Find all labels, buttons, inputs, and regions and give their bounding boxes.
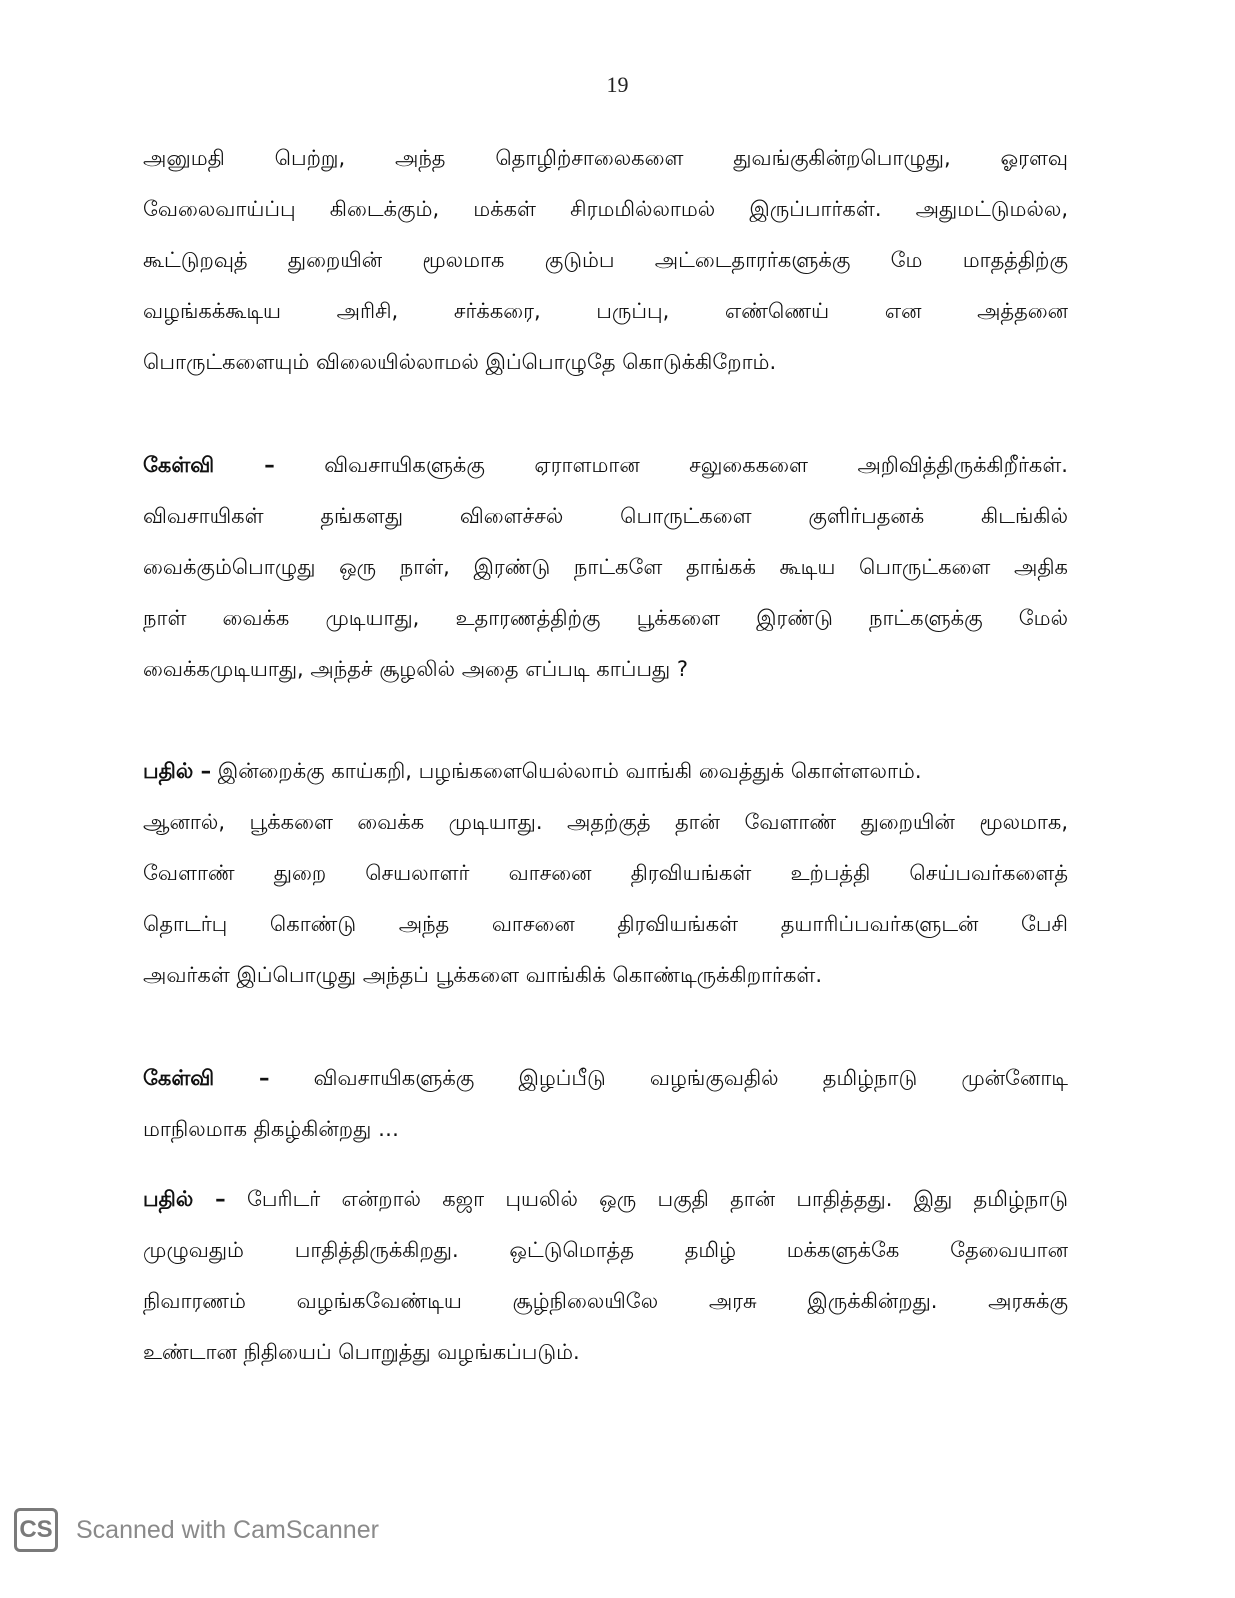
answer-label: பதில் –	[143, 1187, 226, 1211]
text-line: அனுமதி பெற்று, அந்த தொழிற்சாலைகளை துவங்குகின்றபொழுது, ஓரளவு	[143, 146, 1068, 170]
text-line: வேளாண் துறை செயலாளர் வாசனை திரவியங்கள் உற்பத்தி செய்பவர்களைத்	[143, 861, 1068, 885]
text-line: தொடர்பு கொண்டு அந்த வாசனை திரவியங்கள் தயாரிப்பவர்களுடன் பேசி	[143, 912, 1068, 936]
text-line: முழுவதும் பாதித்திருக்கிறது. ஒட்டுமொத்த தமிழ் மக்களுக்கே தேவையான	[143, 1238, 1068, 1262]
paragraph-continuation	[143, 133, 1068, 388]
text-line: கூட்டுறவுத் துறையின் மூலமாக குடும்ப அட்டைதாரர்களுக்கு மே மாதத்திற்கு	[143, 248, 1068, 272]
answer-text: பேரிடர் என்றால் கஜா புயலில் ஒரு பகுதி தான் பாதித்தது. இது தமிழ்நாடு	[246, 1187, 1068, 1211]
question-text: விவசாயிகளுக்கு ஏராளமான சலுகைகளை அறிவித்திருக்கிறீர்கள்.	[324, 453, 1068, 477]
text-line: உண்டான நிதியைப் பொறுத்து வழங்கப்படும்.	[143, 1340, 580, 1364]
text-line	[143, 1053, 1068, 1104]
text-line: அவர்கள் இப்பொழுது அந்தப் பூக்களை வாங்கிக் கொண்டிருக்கிறார்கள்.	[143, 963, 823, 987]
question-text: விவசாயிகளுக்கு இழப்பீடு வழங்குவதில் தமிழ்நாடு முன்னோடி	[313, 1066, 1068, 1090]
text-line	[143, 746, 1068, 797]
answer-label: பதில் –	[143, 759, 212, 783]
text-line: பொருட்களையும் விலையில்லாமல் இப்பொழுதே கொடுக்கிறோம்.	[143, 350, 777, 374]
text-line: நிவாரணம் வழங்கவேண்டிய சூழ்நிலையிலே அரசு இருக்கின்றது. அரசுக்கு	[143, 1289, 1068, 1313]
answer-paragraph	[143, 746, 1068, 1001]
text-line: வழங்கக்கூடிய அரிசி, சர்க்கரை, பருப்பு, எண்ணெய் என அத்தனை	[143, 299, 1068, 323]
text-line	[143, 1174, 1068, 1225]
page-number: 19	[606, 72, 629, 97]
watermark-text: Scanned with CamScanner	[76, 1515, 379, 1544]
camscanner-watermark	[14, 1502, 379, 1558]
text-line: ஆனால், பூக்களை வைக்க முடியாது. அதற்குத் தான் வேளாண் துறையின் மூலமாக,	[143, 810, 1068, 834]
text-line: விவசாயிகள் தங்களது விளைச்சல் பொருட்களை குளிர்பதனக் கிடங்கில்	[143, 504, 1068, 528]
question-label: கேள்வி –	[143, 453, 275, 477]
text-line: வேலைவாய்ப்பு கிடைக்கும், மக்கள் சிரமமில்லாமல் இருப்பார்கள். அதுமட்டுமல்ல,	[143, 197, 1068, 221]
text-line: மாநிலமாக திகழ்கின்றது …	[143, 1117, 399, 1141]
question-paragraph	[143, 440, 1068, 695]
text-line: வைக்கமுடியாது, அந்தச் சூழலில் அதை எப்படி காப்பது ?	[143, 657, 688, 681]
question-label: கேள்வி –	[143, 1066, 270, 1090]
question-paragraph	[143, 1053, 1068, 1155]
text-line	[143, 440, 1068, 491]
camscanner-logo-icon: CS	[14, 1508, 58, 1552]
text-line: வைக்கும்பொழுது ஒரு நாள், இரண்டு நாட்களே தாங்கக் கூடிய பொருட்களை அதிக	[143, 555, 1068, 579]
answer-text: இன்றைக்கு காய்கறி, பழங்களையெல்லாம் வாங்கி வைத்துக் கொள்ளலாம்.	[217, 759, 922, 783]
answer-paragraph	[143, 1174, 1068, 1378]
text-line: நாள் வைக்க முடியாது, உதாரணத்திற்கு பூக்களை இரண்டு நாட்களுக்கு மேல்	[143, 606, 1068, 630]
